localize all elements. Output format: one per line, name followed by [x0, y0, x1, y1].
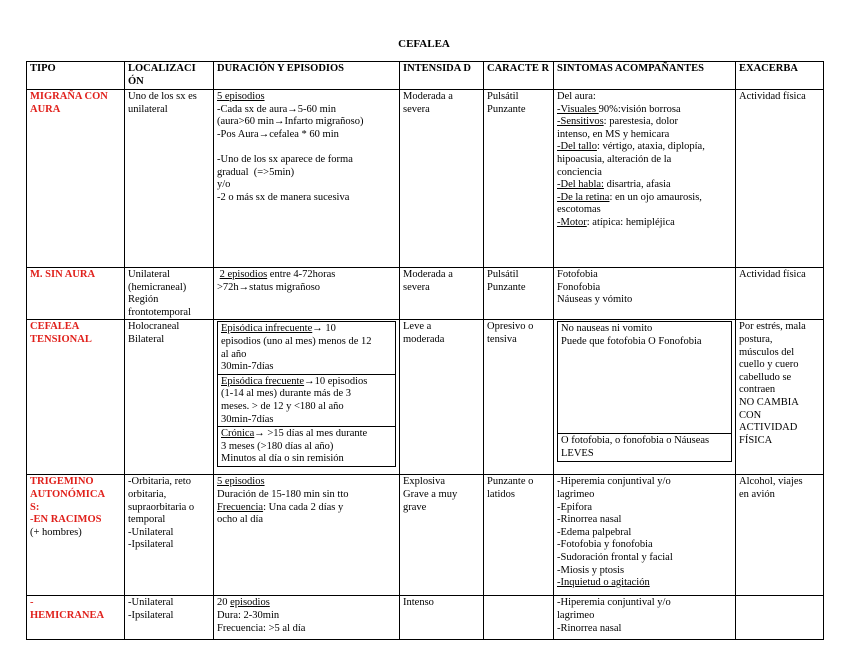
- cell-intensidad: Leve a moderada: [400, 320, 484, 475]
- cell-tipo: MIGRAÑA CON AURA: [27, 90, 125, 268]
- cell-localizacion: Holocraneal Bilateral: [125, 320, 214, 475]
- header-caracter: CARACTE R: [484, 62, 554, 90]
- cell-tipo: - HEMICRANEA: [27, 596, 125, 640]
- cell-exacerba: Por estrés, mala postura, músculos del cuello y cuero cabelludo se contraen NO CAMBIA CON ACTIVIDAD FÍSICA: [736, 320, 824, 475]
- cell-caracter: Pulsátil Punzante: [484, 90, 554, 268]
- cell-localizacion: Uno de los sx es unilateral: [125, 90, 214, 268]
- cell-exacerba: Actividad física: [736, 268, 824, 320]
- header-tipo: TIPO: [27, 62, 125, 90]
- header-duracion: DURACIÓN Y EPISODIOS: [214, 62, 400, 90]
- cell-sintomas: Fotofobia Fonofobia Náuseas y vómito: [554, 268, 736, 320]
- cell-caracter: Punzante o latidos: [484, 475, 554, 596]
- header-exacerba: EXACERBA: [736, 62, 824, 90]
- table-row: [27, 475, 824, 596]
- cell-duracion: 5 episodios -Cada sx de aura→5-60 min (aura>60 min→Infarto migrañoso) -Pos Aura→cefalea * 60 min -Uno de los sx aparece de forma gradual (=>5min) y/o -2 o más sx de manera sucesiva: [214, 90, 400, 268]
- cell-intensidad: Moderada a severa: [400, 268, 484, 320]
- cell-intensidad: Moderada a severa: [400, 90, 484, 268]
- table-row: [27, 268, 824, 320]
- cell-duracion: [214, 320, 400, 475]
- cefalea-table: [26, 61, 824, 640]
- cell-duracion: 2 episodios entre 4-72horas >72h→status migrañoso: [214, 268, 400, 320]
- cell-intensidad: Intenso: [400, 596, 484, 640]
- header-sintomas: SINTOMAS ACOMPAÑANTES: [554, 62, 736, 90]
- cell-exacerba: Actividad física: [736, 90, 824, 268]
- header-intensidad: INTENSIDA D: [400, 62, 484, 90]
- header-localizacion: LOCALIZACI ÓN: [125, 62, 214, 90]
- duracion-episodica-frecuente: Episódica frecuente→10 episodios (1-14 al mes) durante más de 3 meses. > de 12 y <180 al año 30min-7días: [218, 374, 396, 426]
- duracion-episodica-infrecuente: Episódica infrecuente→ 10 episodios (uno al mes) menos de 12 al año 30min-7días: [218, 322, 396, 374]
- cell-localizacion: Unilateral (hemicraneal) Región frontotemporal: [125, 268, 214, 320]
- cell-caracter: [484, 596, 554, 640]
- cell-localizacion: -Unilateral -Ipsilateral: [125, 596, 214, 640]
- cell-intensidad: Explosiva Grave a muy grave: [400, 475, 484, 596]
- cell-tipo: CEFALEA TENSIONAL: [27, 320, 125, 475]
- cell-sintomas: -Hiperemia conjuntival y/o lagrimeo -Epifora -Rinorrea nasal -Edema palpebral -Fotofobia y fonofobia -Sudoración frontal y facial -Miosis y ptosis -Inquietud o agitación: [554, 475, 736, 596]
- sintomas-cronica: O fotofobia, o fonofobia o Náuseas LEVES: [558, 434, 732, 461]
- cell-sintomas: -Hiperemia conjuntival y/o lagrimeo -Rinorrea nasal: [554, 596, 736, 640]
- cell-exacerba: Alcohol, viajes en avión: [736, 475, 824, 596]
- cell-duracion: 5 episodios Duración de 15-180 min sin tto Frecuencia: Una cada 2 días y ocho al día: [214, 475, 400, 596]
- table-row: [27, 596, 824, 640]
- header-row: [27, 62, 824, 90]
- table-row: [27, 90, 824, 268]
- duracion-cronica: Crónica→ >15 días al mes durante 3 meses (>180 días al año) Minutos al día o sin remisión: [218, 427, 396, 467]
- table-row: [27, 320, 824, 475]
- sintomas-episodica: No nauseas ni vomito Puede que fotofobia O Fonofobia: [558, 322, 732, 434]
- cell-duracion: 20 episodios Dura: 2-30min Frecuencia: >5 al día: [214, 596, 400, 640]
- cell-sintomas: Del aura: -Visuales 90%:visión borrosa -Sensitivos: parestesia, dolor intenso, en MS y hemicara -Del tallo: vértigo, ataxia, diplopía, hipoacusia, alteración de la conciencia -Del habla: disartria, afasia -De la retina: en un ojo amaurosis, escotomas -Motor: atípica: hemipléjica: [554, 90, 736, 268]
- cell-tipo: TRIGEMINO AUTONÓMICA S: -EN RACIMOS (+ hombres): [27, 475, 125, 596]
- cell-caracter: Pulsátil Punzante: [484, 268, 554, 320]
- cell-caracter: Opresivo o tensiva: [484, 320, 554, 475]
- cell-exacerba: [736, 596, 824, 640]
- document-title: CEFALEA: [398, 38, 450, 50]
- cell-localizacion: -Orbitaria, reto orbitaria, supraorbitaria o temporal -Unilateral -Ipsilateral: [125, 475, 214, 596]
- cell-tipo: M. SIN AURA: [27, 268, 125, 320]
- cell-sintomas: [554, 320, 736, 475]
